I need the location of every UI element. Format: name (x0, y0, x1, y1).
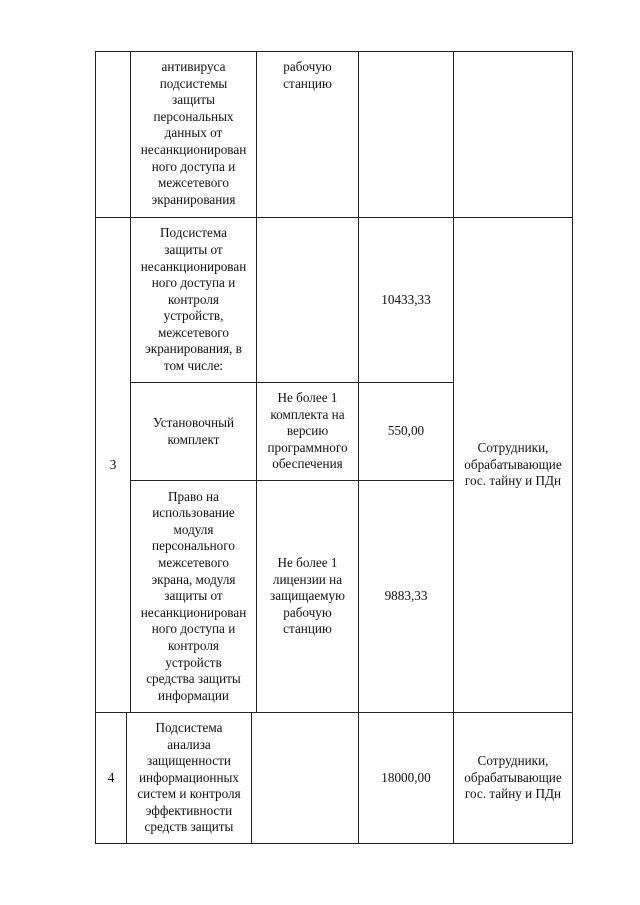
cell-name: Установочный комплект (152, 414, 235, 447)
cell-price: 10433,33 (381, 291, 431, 307)
table-border-right (572, 51, 573, 844)
column-divider (251, 712, 252, 844)
cell-name: Подсистема анализа защищенности информационных систем и контроля эффективности средств защиты (137, 719, 241, 835)
cell-name: Право на использование модуля персонального межсетевого экрана, модуля защиты от несанкционирован ного доступа и контроля устройств средства защиты информации (140, 488, 247, 703)
cell-users: Сотрудники, обрабатывающие гос. тайну и ПДн (464, 440, 562, 489)
cell-users: Сотрудники, обрабатывающие гос. тайну и ПДн (464, 753, 562, 802)
table-border-top (95, 51, 573, 52)
cell-price: 550,00 (387, 423, 425, 439)
table-border-bottom (95, 843, 573, 844)
cell-quantity: рабочую станцию (283, 59, 332, 91)
cell-number: 3 (109, 456, 117, 472)
cell-price: 9883,33 (384, 588, 428, 604)
cell-price: 18000,00 (381, 769, 431, 785)
cell-quantity: Не более 1 комплекта на версию программного обеспечения (267, 390, 348, 472)
cell-quantity: Не более 1 лицензии на защищаемую рабочую станцию (270, 555, 345, 637)
cell-name: Подсистема защиты от несанкционирован ного доступа и контроля устройств, межсетевого экранирования, в том числе: (140, 225, 247, 374)
cell-name: антивируса подсистемы защиты персональных данных от несанкционирован ного доступа и межсетевого экранирования (140, 59, 247, 207)
cell-number: 4 (107, 769, 115, 785)
